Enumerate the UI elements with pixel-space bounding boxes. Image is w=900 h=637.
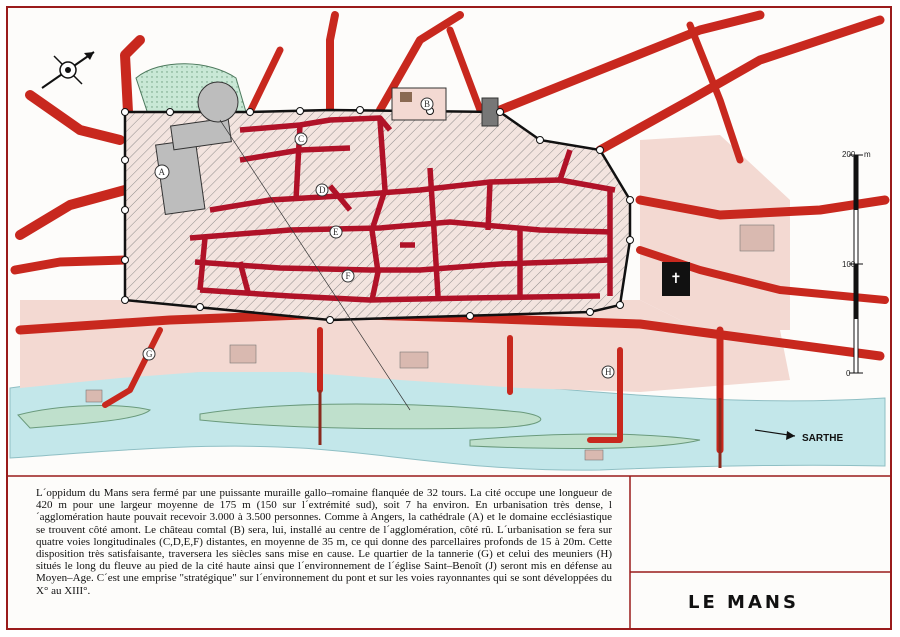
label-g: G [146, 349, 153, 359]
map-title: LE MANS [688, 592, 799, 613]
scale-top: 200 [842, 150, 856, 159]
scale-bottom: 0 [846, 369, 851, 378]
description-text: L´oppidum du Mans sera fermé par une puissante muraille gallo–romaine flanquée de 32 tours. La cité occupe une longueur de 420 m pour une largeur moyenne de 175 m (150 sur l´extrémité sud), soit 7 ha environ. En urbanisation très dense, l´agglomération haute pouvait recevoir 3.000 à 3.500 personnes. Comme à Angers, la cathédrale (A) et le domaine ecclésiastique se trouvent côté amont. Le château comtal (B) sera, lui, installé au centre de l´agglomération, côté rû. L´urbanisation se fera sur quatre voies longitudinales (C,D,E,F) distantes, en moyenne de 35 m, ce qui donne des parcellaires profonds de 15 à 20m. Cette disposition très satisfaisante, traversera les siècles sans mise en cause. Le quartier de la tannerie (G) et celui des meuniers (H) situés le long du fleuve au pied de la cité haute ainsi que l´environnement de l´église Saint–Benoît (J) seront mis en défense au Moyen–Age. C´est une emprise "stratégique" sur l´environnement du pont et sur les voies rayonnantes qui se sont développées du X° au XIII°. [36, 487, 612, 597]
label-a: A [158, 167, 165, 177]
label-f: F [345, 271, 351, 281]
scale-bar [842, 150, 871, 378]
label-e: E [333, 227, 339, 237]
label-d: D [319, 185, 326, 195]
svg-text:✝: ✝ [670, 271, 682, 287]
label-h: H [605, 367, 612, 377]
scale-unit: m [864, 150, 871, 159]
label-c: C [298, 134, 305, 144]
river-label: SARTHE [802, 433, 844, 444]
scale-mid: 100 [842, 260, 856, 269]
saint-benoit-church [662, 262, 690, 296]
chateau-comtal [392, 88, 498, 126]
label-b: B [424, 99, 431, 109]
compass-icon [42, 52, 94, 88]
